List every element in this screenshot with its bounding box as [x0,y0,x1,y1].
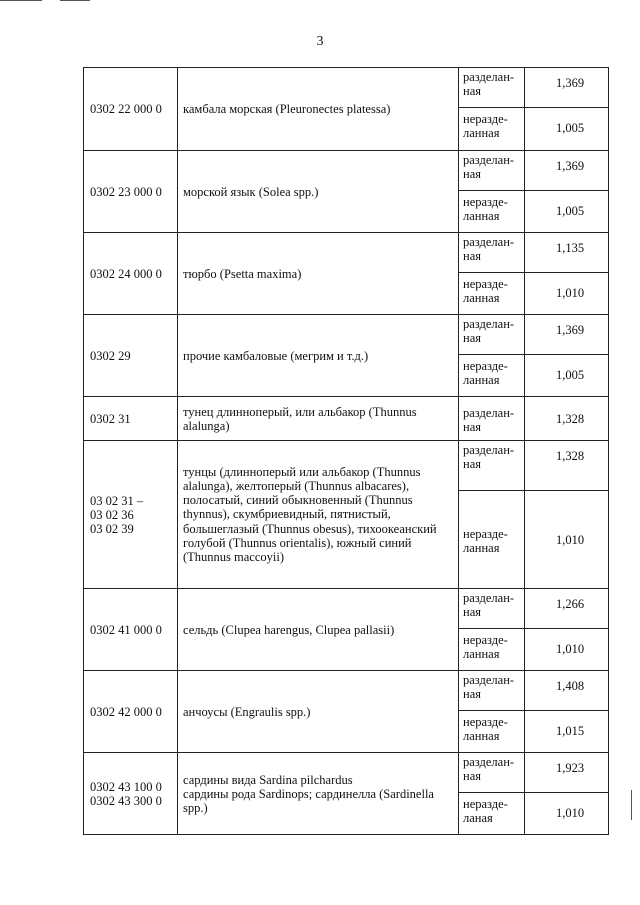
processing-type: неразде-ланная [459,629,525,671]
processing-type: неразде-ланная [459,273,525,315]
item-code: 0302 42 000 0 [84,671,178,753]
processing-type: неразде-ланная [459,108,525,151]
scan-edge-mark [60,0,90,1]
processing-type: разделан-ная [459,68,525,108]
item-code: 0302 31 [84,397,178,441]
item-code: 0302 24 000 0 [84,233,178,315]
scan-edge-mark [631,790,632,820]
coefficient-value: 1,010 [525,491,609,589]
processing-type: разделан-ная [459,397,525,441]
page-number: 3 [316,34,324,49]
processing-type: разделан-ная [459,315,525,355]
processing-type: неразде-ланная [459,191,525,233]
coefficient-value: 1,369 [525,315,609,355]
item-name: камбала морская (Pleuronectes platessa) [178,68,459,151]
item-name: сельдь (Clupea harengus, Clupea pallasii) [178,589,459,671]
item-code: 0302 22 000 0 [84,68,178,151]
processing-type: неразде-ланная [459,491,525,589]
coefficient-value: 1,369 [525,151,609,191]
coefficient-value: 1,010 [525,629,609,671]
item-code: 0302 41 000 0 [84,589,178,671]
tariff-table [83,67,609,835]
scan-edge-mark [0,0,42,1]
item-code: 03 02 31 – 03 02 36 03 02 39 [84,441,178,589]
coefficient-value: 1,266 [525,589,609,629]
coefficient-value: 1,015 [525,711,609,753]
processing-type: разделан-ная [459,671,525,711]
item-name: тюрбо (Psetta maxima) [178,233,459,315]
coefficient-value: 1,328 [525,397,609,441]
coefficient-value: 1,005 [525,355,609,397]
coefficient-value: 1,923 [525,753,609,793]
processing-type: разделан-ная [459,753,525,793]
coefficient-value: 1,369 [525,68,609,108]
processing-type: разделан-ная [459,151,525,191]
item-name: морской язык (Solea spp.) [178,151,459,233]
processing-type: неразде-ланная [459,355,525,397]
coefficient-value: 1,408 [525,671,609,711]
processing-type: неразде-ланая [459,793,525,835]
processing-type: разделан-ная [459,441,525,491]
coefficient-value: 1,328 [525,441,609,491]
coefficient-value: 1,005 [525,191,609,233]
processing-type: неразде-ланная [459,711,525,753]
item-code: 0302 29 [84,315,178,397]
coefficient-value: 1,005 [525,108,609,151]
item-name: анчоусы (Engraulis spp.) [178,671,459,753]
processing-type: разделан-ная [459,589,525,629]
item-name: тунец длинноперый, или альбакор (Thunnus alalunga) [178,397,459,441]
coefficient-value: 1,135 [525,233,609,273]
item-name: прочие камбаловые (мегрим и т.д.) [178,315,459,397]
item-name: сардины вида Sardina pilchardus сардины рода Sardinops; сардинелла (Sardinella spp.) [178,753,459,835]
coefficient-value: 1,010 [525,273,609,315]
processing-type: разделан-ная [459,233,525,273]
item-code: 0302 23 000 0 [84,151,178,233]
item-name: тунцы (длинноперый или альбакор (Thunnus alalunga), желтоперый (Thunnus albacares), полосатый, синий обыкновенный (Thunnus thynnus), скумбриевидный, пятнистый, большеглазый (Thunnus obesus), тихоокеанский голубой (Thunnus orientalis), южный синий (Thunnus maccoyii) [178,441,459,589]
item-code: 0302 43 100 0 0302 43 300 0 [84,753,178,835]
coefficient-value: 1,010 [525,793,609,835]
